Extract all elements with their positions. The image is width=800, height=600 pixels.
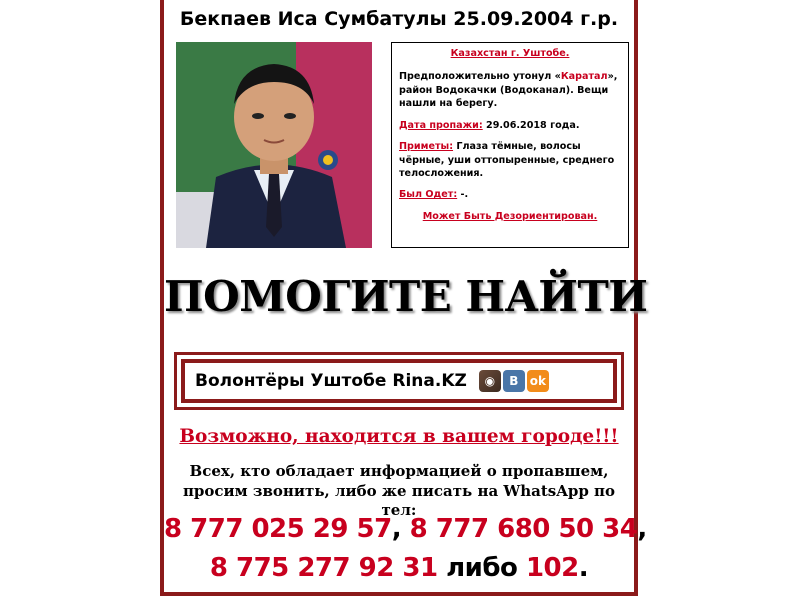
headline: ПОМОГИТЕ НАЙТИ: [164, 272, 648, 321]
phone-2[interactable]: 8 777 680 50 34: [409, 514, 638, 544]
appeal-line-2: просим звонить, либо же писать на WhatsApp по тел:: [182, 481, 616, 519]
photo-illustration: [176, 42, 372, 248]
circumstances-text: [399, 70, 621, 110]
dressed-label: Был Одет:: [399, 189, 458, 201]
emergency-number[interactable]: 102: [525, 553, 579, 583]
phone-1[interactable]: 8 777 025 29 57: [164, 514, 392, 544]
phone-3[interactable]: 8 775 277 92 31: [209, 553, 438, 583]
date-row: [399, 119, 621, 132]
signs-value: Глаза тёмные, волосы чёрные, уши оттопыренные, среднего телосложения.: [399, 141, 615, 179]
or-text: либо: [437, 553, 526, 583]
date-label: Дата пропажи:: [399, 119, 483, 131]
instagram-icon[interactable]: ◉: [479, 370, 501, 392]
volunteer-banner: [174, 352, 624, 410]
circumstances-post: », район Водокачки (Водоканал). Вещи нашли на берегу.: [399, 71, 618, 110]
vk-icon[interactable]: В: [503, 370, 525, 392]
missing-person-poster: [160, 0, 648, 596]
signs-row: [399, 140, 621, 180]
appeal-text: [164, 462, 634, 521]
location-text: Казахстан г. Уштобе.: [450, 48, 570, 59]
missing-person-photo: [176, 42, 372, 248]
phone-separator-2: ,: [637, 514, 647, 544]
dressed-row: [399, 188, 621, 201]
phones-line-1: [164, 514, 647, 544]
river-name: Каратал: [560, 71, 608, 83]
signs-label: Приметы:: [399, 141, 454, 153]
circumstances-pre: Предположительно утонул «: [399, 71, 561, 83]
volunteer-label: Волонтёры Уштобе Rina.KZ: [195, 371, 467, 391]
volunteer-banner-inner: [181, 359, 617, 403]
dressed-value: -.: [457, 189, 469, 201]
phones-end: .: [578, 553, 589, 583]
disoriented-text: Может Быть Дезориентирован.: [422, 210, 598, 222]
person-name-title: Бекпаев Иса Сумбатулы 25.09.2004 г.р.: [179, 8, 619, 30]
info-box: [391, 42, 629, 248]
maybe-in-your-city: Возможно, находится в вашем городе!!!: [179, 426, 619, 447]
phones-line-2: [164, 553, 634, 583]
social-icons: [479, 370, 549, 392]
phone-separator-1: ,: [391, 514, 410, 544]
date-value: 29.06.2018 года.: [482, 119, 580, 131]
appeal-line-1: Всех, кто обладает информацией о пропавшем,: [189, 462, 609, 480]
odnoklassniki-icon[interactable]: ok: [527, 370, 549, 392]
